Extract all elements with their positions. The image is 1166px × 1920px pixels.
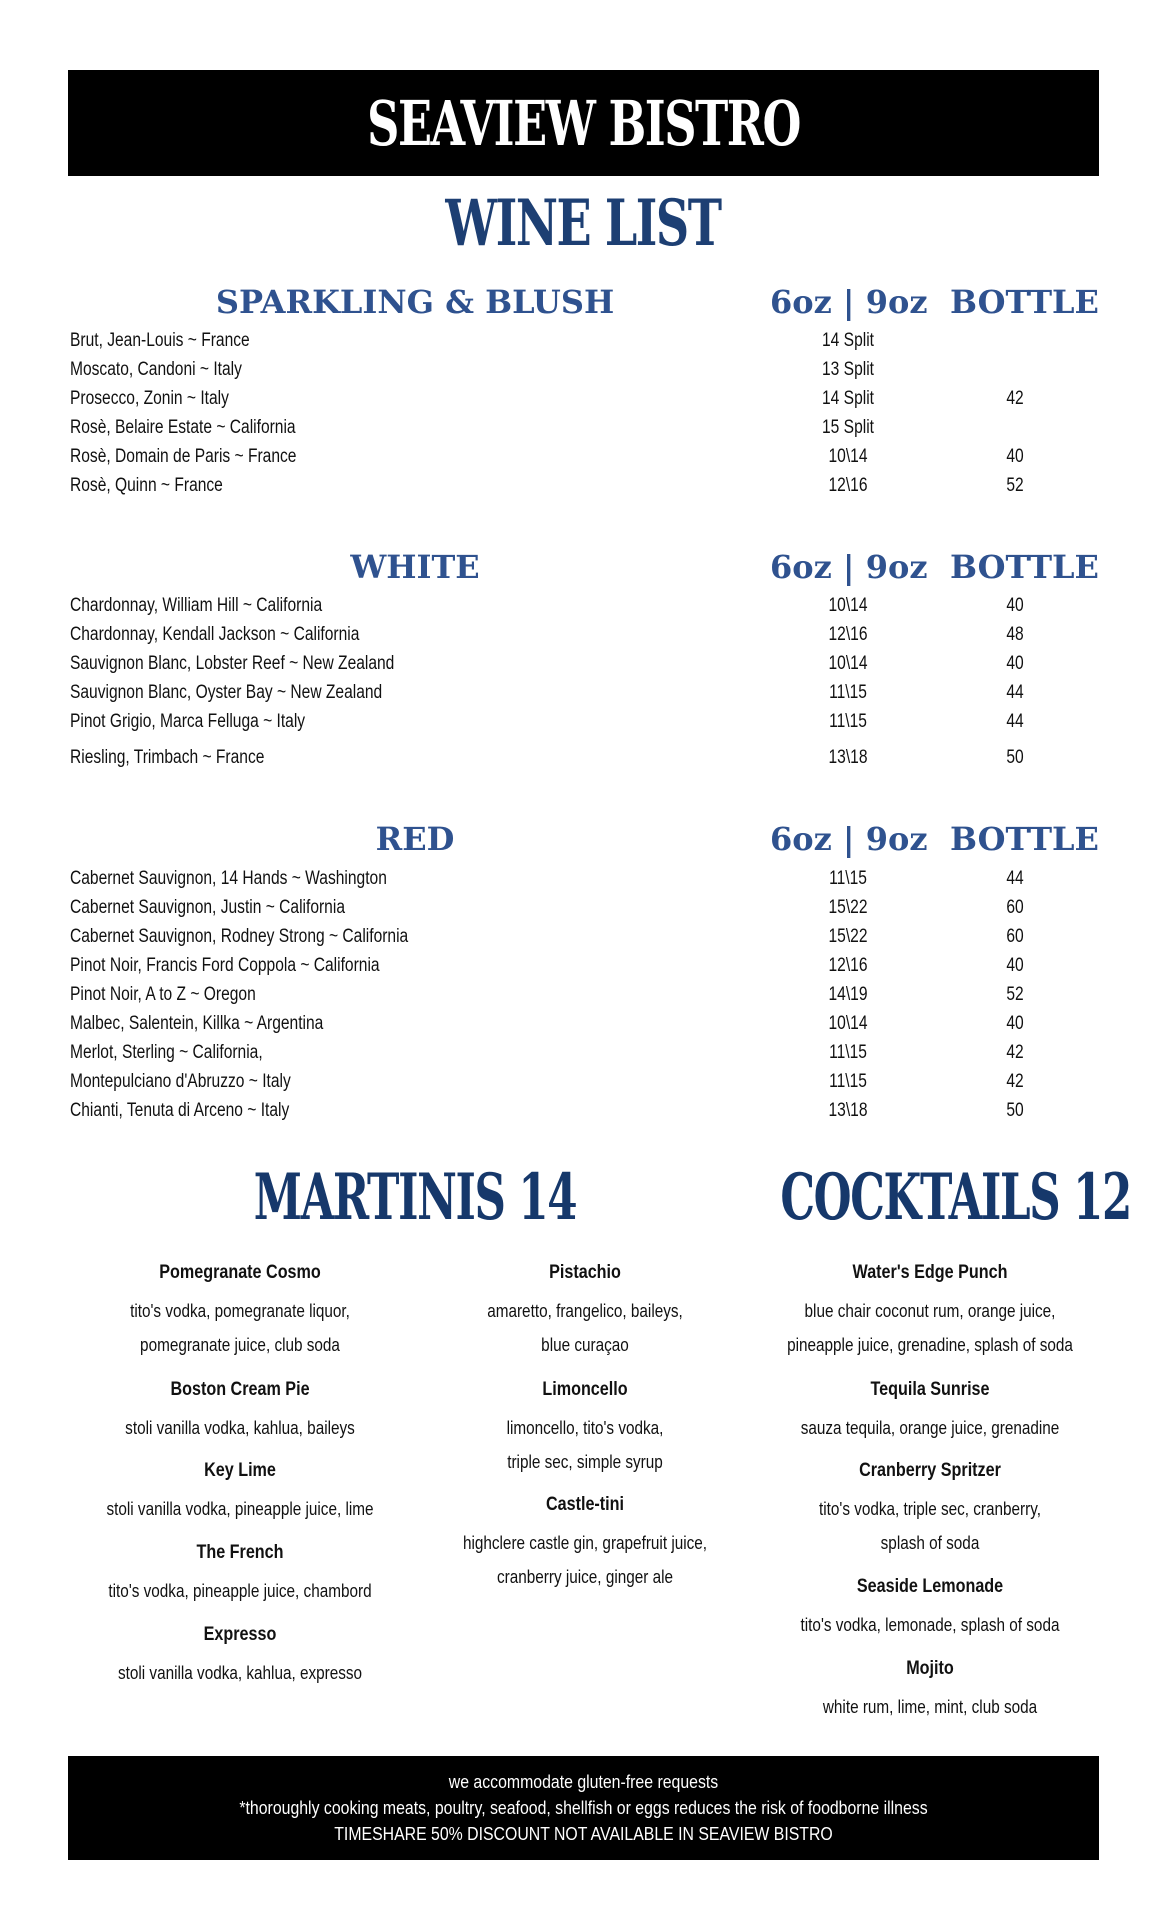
bottle-price: 52: [1006, 984, 1024, 1005]
drink-ingredients: pineapple juice, grenadine, splash of soda: [787, 1335, 1073, 1355]
wine-name: Riesling, Trimbach ~ France: [70, 747, 265, 768]
glass-price: 15 Split: [822, 417, 874, 438]
drink-item: [425, 1375, 745, 1479]
wine-name: Chardonnay, Kendall Jackson ~ California: [70, 624, 360, 645]
glass-price: 10\14: [828, 653, 868, 674]
bottle-price: 42: [1006, 1071, 1024, 1092]
glass-price: 15\22: [828, 897, 868, 918]
drink-ingredients: pomegranate juice, club soda: [140, 1335, 340, 1355]
drink-ingredients: tito's vodka, lemonade, splash of soda: [800, 1615, 1060, 1635]
bottle-price: 50: [1006, 1100, 1024, 1121]
drink-item: [760, 1375, 1100, 1445]
wine-name: Pinot Noir, Francis Ford Coppola ~ California: [70, 955, 380, 976]
bottle-price: 48: [1006, 624, 1024, 645]
wine-name: Cabernet Sauvignon, 14 Hands ~ Washington: [70, 868, 387, 889]
wine-name: Rosè, Domain de Paris ~ France: [70, 446, 297, 467]
drink-ingredients: splash of soda: [880, 1533, 980, 1553]
wine-name: Brut, Jean-Louis ~ France: [70, 330, 250, 351]
bottle-price: 44: [1006, 711, 1024, 732]
wine-row: [70, 1071, 1070, 1100]
footer-bar: [68, 1756, 1099, 1860]
glass-price: 11\15: [829, 682, 867, 703]
wine-row: [70, 388, 1070, 417]
wine-name: Sauvignon Blanc, Lobster Reef ~ New Zealand: [70, 653, 395, 674]
drink-name: Boston Cream Pie: [170, 1379, 310, 1400]
glass-price: 13\18: [828, 1100, 868, 1121]
wine-row: [70, 984, 1070, 1013]
bottle-price: 42: [1006, 388, 1024, 409]
wine-row: [70, 682, 1070, 711]
glass-price: 11\15: [829, 868, 867, 889]
wine-name: Rosè, Quinn ~ France: [70, 475, 223, 496]
cocktails-title: COCKTAILS 12: [780, 1160, 1131, 1235]
header-bar: [68, 70, 1099, 176]
drink-ingredients: stoli vanilla vodka, pineapple juice, lime: [106, 1499, 374, 1519]
footer-discount-note: TIMESHARE 50% DISCOUNT NOT AVAILABLE IN SEAVIEW BISTRO: [334, 1824, 833, 1844]
wine-row: [70, 1013, 1070, 1042]
drink-name: Pomegranate Cosmo: [159, 1262, 321, 1283]
bottle-price: 40: [1006, 1013, 1024, 1034]
wine-name: Pinot Grigio, Marca Felluga ~ Italy: [70, 711, 306, 732]
wine-row: [70, 475, 1070, 504]
drink-item: [80, 1375, 400, 1445]
drink-name: Seaside Lemonade: [856, 1576, 1004, 1597]
glass-price: 13 Split: [822, 359, 874, 380]
wine-name: Malbec, Salentein, Killka ~ Argentina: [70, 1013, 324, 1034]
wine-row: [70, 926, 1070, 955]
drink-name: The French: [196, 1542, 284, 1563]
wine-name: Chardonnay, William Hill ~ California: [70, 595, 323, 616]
glass-header: 6oz | 9oz: [770, 548, 928, 586]
bottle-header: BOTTLE: [950, 820, 1099, 858]
drink-item: [760, 1654, 1100, 1724]
glass-price: 13\18: [828, 747, 868, 768]
drink-item: [425, 1490, 745, 1594]
bottle-price: 40: [1006, 653, 1024, 674]
wine-name: Moscato, Candoni ~ Italy: [70, 359, 242, 380]
drink-ingredients: highclere castle gin, grapefruit juice,: [462, 1533, 708, 1553]
wine-row: [70, 747, 1070, 776]
drink-name: Mojito: [906, 1658, 954, 1679]
wine-list-title: WINE LIST: [445, 186, 721, 261]
drink-ingredients: blue chair coconut rum, orange juice,: [804, 1301, 1056, 1321]
wine-row: [70, 446, 1070, 475]
drink-name: Tequila Sunrise: [870, 1379, 990, 1400]
drink-name: Castle-tini: [545, 1494, 625, 1515]
drink-ingredients: tito's vodka, triple sec, cranberry,: [818, 1499, 1042, 1519]
drink-name: Pistachio: [549, 1262, 621, 1283]
drink-ingredients: white rum, lime, mint, club soda: [822, 1697, 1038, 1717]
drink-name: Expresso: [203, 1624, 277, 1645]
wine-row: [70, 897, 1070, 926]
glass-price: 15\22: [828, 926, 868, 947]
drink-item: [80, 1456, 400, 1526]
wine-row: [70, 1100, 1070, 1129]
bottle-price: 40: [1006, 446, 1024, 467]
glass-header: 6oz | 9oz: [770, 820, 928, 858]
wine-row: [70, 711, 1070, 740]
martinis-title: MARTINIS 14: [253, 1160, 577, 1235]
wine-row: [70, 868, 1070, 897]
wine-row: [70, 595, 1070, 624]
glass-price: 10\14: [828, 1013, 868, 1034]
glass-price: 12\16: [828, 475, 868, 496]
wine-name: Cabernet Sauvignon, Rodney Strong ~ California: [70, 926, 409, 947]
bottle-price: 40: [1006, 955, 1024, 976]
restaurant-name: SEAVIEW BISTRO: [367, 86, 800, 160]
wine-row: [70, 1042, 1070, 1071]
glass-price: 14 Split: [822, 330, 874, 351]
drink-item: [80, 1620, 400, 1690]
glass-price: 11\15: [829, 1071, 867, 1092]
bottle-price: 60: [1006, 897, 1024, 918]
wine-row: [70, 330, 1070, 359]
glass-price: 12\16: [828, 955, 868, 976]
wine-row: [70, 653, 1070, 682]
wine-name: Pinot Noir, A to Z ~ Oregon: [70, 984, 256, 1005]
drink-ingredients: stoli vanilla vodka, kahlua, expresso: [117, 1663, 363, 1683]
bottle-price: 60: [1006, 926, 1024, 947]
bottle-price: 42: [1006, 1042, 1024, 1063]
drink-ingredients: triple sec, simple syrup: [507, 1452, 663, 1472]
drink-name: Key Lime: [204, 1460, 276, 1481]
wine-row: [70, 955, 1070, 984]
drink-ingredients: sauza tequila, orange juice, grenadine: [800, 1418, 1060, 1438]
drink-ingredients: blue curaçao: [541, 1335, 629, 1355]
bottle-price: 50: [1006, 747, 1024, 768]
footer-gluten-note: we accommodate gluten-free requests: [448, 1772, 719, 1792]
drink-ingredients: stoli vanilla vodka, kahlua, baileys: [125, 1418, 355, 1438]
bottle-price: 40: [1006, 595, 1024, 616]
drink-ingredients: tito's vodka, pineapple juice, chambord: [108, 1581, 372, 1601]
footer-health-warning: *thoroughly cooking meats, poultry, seafood, shellfish or eggs reduces the risk of foodborne illness: [239, 1798, 928, 1818]
wine-name: Merlot, Sterling ~ California,: [70, 1042, 263, 1063]
glass-price: 10\14: [828, 595, 868, 616]
bottle-price: 52: [1006, 475, 1024, 496]
wine-row: [70, 417, 1070, 446]
drink-item: [80, 1258, 400, 1362]
drink-item: [760, 1456, 1100, 1560]
drink-ingredients: amaretto, frangelico, baileys,: [487, 1301, 683, 1321]
wine-name: Chianti, Tenuta di Arceno ~ Italy: [70, 1100, 290, 1121]
wine-name: Cabernet Sauvignon, Justin ~ California: [70, 897, 345, 918]
glass-price: 11\15: [829, 711, 867, 732]
glass-price: 11\15: [829, 1042, 867, 1063]
drink-item: [80, 1538, 400, 1608]
wine-name: Prosecco, Zonin ~ Italy: [70, 388, 229, 409]
wine-name: Rosè, Belaire Estate ~ California: [70, 417, 296, 438]
drink-name: Limoncello: [542, 1379, 628, 1400]
drink-item: [760, 1258, 1100, 1362]
drink-ingredients: limoncello, tito's vodka,: [506, 1418, 664, 1438]
bottle-price: 44: [1006, 868, 1024, 889]
bottle-header: BOTTLE: [950, 548, 1099, 586]
glass-header: 6oz | 9oz: [770, 283, 928, 321]
section-title-white: WHITE: [350, 548, 480, 586]
drink-name: Water's Edge Punch: [852, 1262, 1008, 1283]
wine-name: Sauvignon Blanc, Oyster Bay ~ New Zealand: [70, 682, 383, 703]
glass-price: 10\14: [828, 446, 868, 467]
drink-name: Cranberry Spritzer: [859, 1460, 1001, 1481]
wine-row: [70, 624, 1070, 653]
section-title-red: RED: [375, 820, 455, 858]
wine-row: [70, 359, 1070, 388]
drink-item: [760, 1572, 1100, 1642]
section-title-sparkling: SPARKLING & BLUSH: [215, 283, 615, 321]
wine-name: Montepulciano d'Abruzzo ~ Italy: [70, 1071, 291, 1092]
glass-price: 14 Split: [822, 388, 874, 409]
drink-item: [425, 1258, 745, 1362]
bottle-header: BOTTLE: [950, 283, 1099, 321]
bottle-price: 44: [1006, 682, 1024, 703]
drink-ingredients: cranberry juice, ginger ale: [496, 1567, 674, 1587]
glass-price: 12\16: [828, 624, 868, 645]
glass-price: 14\19: [828, 984, 868, 1005]
drink-ingredients: tito's vodka, pomegranate liquor,: [130, 1301, 350, 1321]
